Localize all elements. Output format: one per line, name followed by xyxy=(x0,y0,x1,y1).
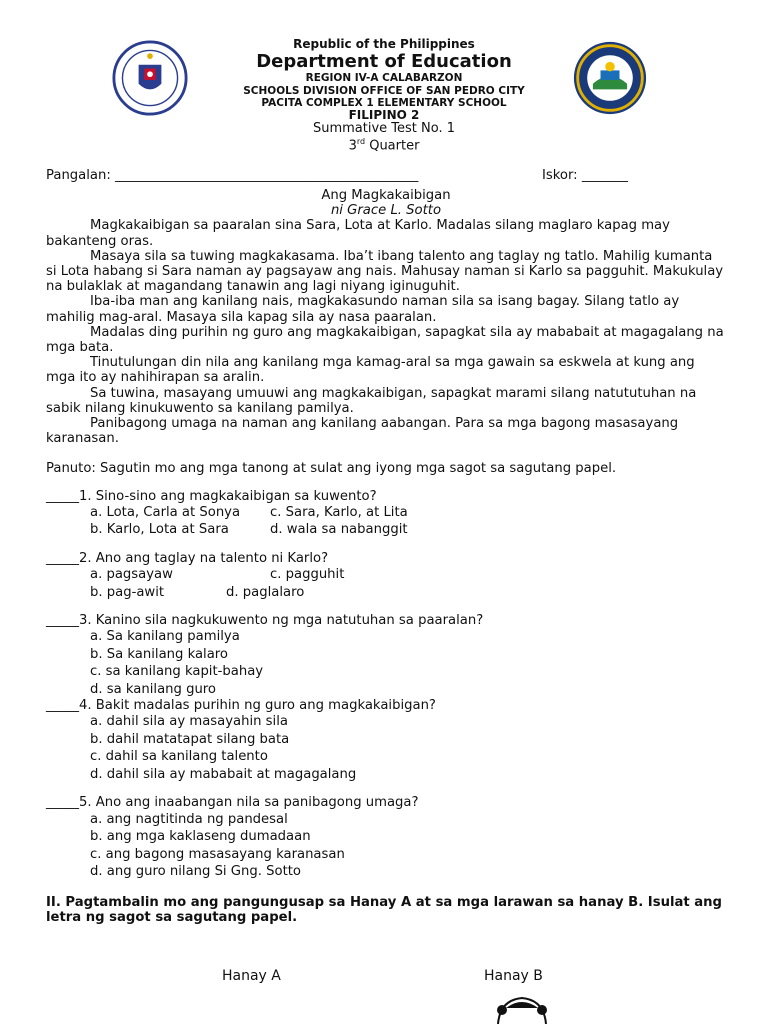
document-header xyxy=(0,38,768,155)
score-field-label: Iskor: _______ xyxy=(542,168,628,183)
region-line: REGION IV-A CALABARZON xyxy=(305,72,463,85)
option: a. ang nagtitinda ng pandesal xyxy=(90,811,288,827)
question-5-options xyxy=(46,811,726,881)
question-2-options xyxy=(46,566,726,601)
question-5: _____5. Ano ang inaabangan nila sa panibagong umaga? xyxy=(46,795,419,811)
test-line: Summative Test No. 1 xyxy=(312,121,456,137)
story-author: ni Grace L. Sotto xyxy=(330,203,442,219)
question-4: _____4. Bakit madalas purihin ng guro ang magkakaibigan? xyxy=(46,698,436,714)
part-two-instructions: II. Pagtambalin mo ang pangungusap sa Hanay A at sa mga larawan sa hanay B. Isulat ang letra ng sagot sa sagutang papel. xyxy=(46,894,722,925)
option: a. dahil sila ay masayahin sila xyxy=(90,714,288,730)
column-b-heading: Hanay B xyxy=(484,968,543,984)
option: d. wala sa nabanggit xyxy=(270,522,408,538)
document-body xyxy=(46,168,726,925)
story-paragraph: Masaya sila sa tuwing magkakasama. Iba’t ibang talento ang taglay ng tatlo. Mahilig kumanta si Lota habang si Sara naman ay pagsayaw ang nais. Mahusay naman si Karlo sa pagguhit. Makukulay na bulaklak at magandang tanawin ang lagi niyang iginuguhit. xyxy=(46,248,724,295)
division-line: SCHOOLS DIVISION OFFICE OF SAN PEDRO CITY xyxy=(243,84,525,97)
option: a. Sa kanilang pamilya xyxy=(90,629,240,645)
option: d. dahil sila ay mababait at magagalang xyxy=(90,766,357,782)
option: b. pag-awit xyxy=(90,584,165,600)
option: d. sa kanilang guro xyxy=(90,681,217,697)
question-4-options xyxy=(46,713,726,783)
name-score-row xyxy=(46,168,726,188)
question-3: _____3. Kanino sila nagkukuwento ng mga natutuhan sa paaralan? xyxy=(46,613,484,629)
story-paragraph: Tinutulungan din nila ang kanilang mga kamag-aral sa mga gawain sa eskwela at kung ang mga ito ay nahihirapan sa aralin. xyxy=(46,355,695,386)
question-1: _____1. Sino-sino ang magkakaibigan sa kuwento? xyxy=(46,488,377,504)
question-2: _____2. Ano ang taglay na talento ni Karlo? xyxy=(46,550,329,566)
republic-line: Republic of the Philippines xyxy=(293,37,475,51)
subject-line: FILIPINO 2 xyxy=(348,107,420,122)
story-paragraph: Sa tuwina, masayang umuuwi ang magkakaibigan, sapagkat marami silang natututuhan na sabik nilang kinukuwento sa kanilang pamilya. xyxy=(46,385,697,416)
option: c. dahil sa kanilang talento xyxy=(90,749,268,765)
story-paragraph: Panibagong umaga na naman ang kanilang aabangan. Para sa mga bagong masasayang karanasan. xyxy=(46,416,679,447)
question-1-options xyxy=(46,504,726,539)
option: a. Lota, Carla at Sonya xyxy=(90,504,241,520)
option: c. ang bagong masasayang karanasan xyxy=(90,846,345,862)
option: b. Karlo, Lota at Sara xyxy=(90,522,229,538)
option: b. dahil matatapat silang bata xyxy=(90,731,290,747)
option: c. pagguhit xyxy=(270,567,345,583)
instructions: Panuto: Sagutin mo ang mga tanong at sulat ang iyong mga sagot sa sagutang papel. xyxy=(46,461,617,477)
story-paragraph: Iba-iba man ang kanilang nais, magkakasundo naman sila sa isang bagay. Silang tatlo ay mahilig mag-aral. Masaya sila kapag sila ay nasa paaralan. xyxy=(46,294,680,325)
story-paragraph: Magkakaibigan sa paaralan sina Sara, Lota at Karlo. Madalas silang maglaro kapag may bakanteng oras. xyxy=(46,218,670,249)
department-title: Department of Education xyxy=(256,50,512,72)
story-paragraph: Madalas ding purihin ng guro ang magkakaibigan, sapagkat sila ay mababait at magagalang na mga bata. xyxy=(46,324,724,356)
option: d. ang guro nilang Si Gng. Sotto xyxy=(90,864,301,880)
option: b. ang mga kaklaseng dumadaan xyxy=(90,829,311,845)
name-field-label: Pangalan: ______________________________________________ xyxy=(46,168,419,183)
option: b. Sa kanilang kalaro xyxy=(90,646,229,662)
column-a-heading: Hanay A xyxy=(222,968,281,984)
option: c. sa kanilang kapit-bahay xyxy=(90,664,264,680)
school-line: PACITA COMPLEX 1 ELEMENTARY SCHOOL xyxy=(261,96,507,109)
quarter-line: 3rd Quarter xyxy=(348,137,420,154)
child-drawing-icon xyxy=(492,994,552,1024)
option: a. pagsayaw xyxy=(90,567,173,583)
question-3-options xyxy=(46,628,726,698)
story-title: Ang Magkakaibigan xyxy=(321,188,451,203)
option: d. paglalaro xyxy=(226,584,305,600)
option: c. Sara, Karlo, at Lita xyxy=(270,504,408,520)
